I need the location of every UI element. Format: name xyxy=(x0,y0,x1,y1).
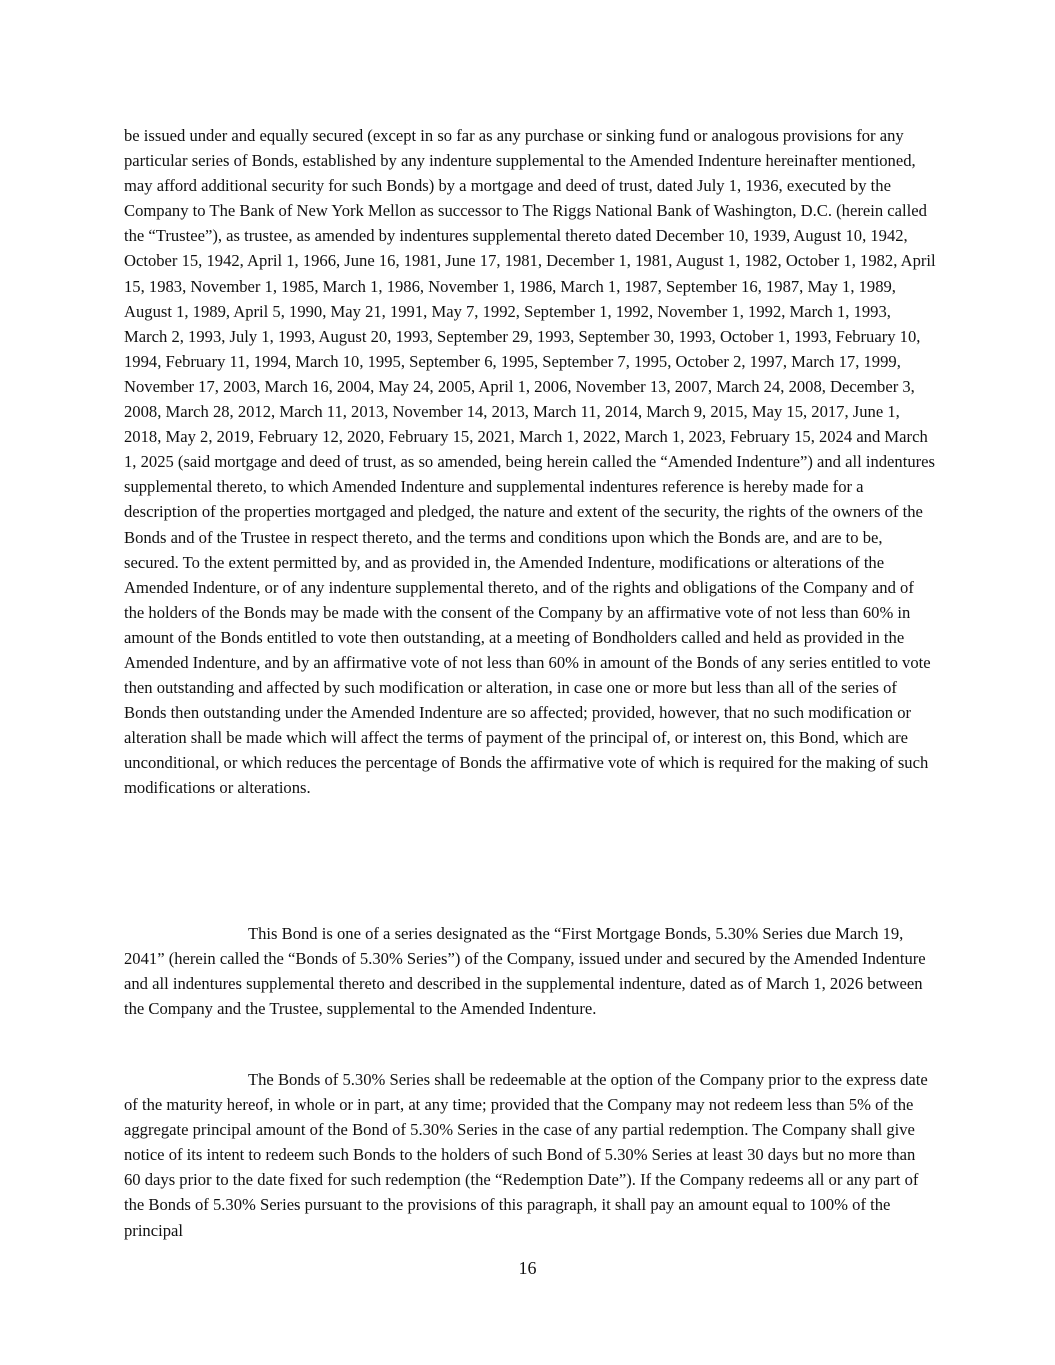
paragraph-bond-series: This Bond is one of a series designated as the “First Mortgage Bonds, 5.30% Series due March 19, 2041” (herein called the “Bonds of 5.30% Series”) of the Company, issued under and secured by the Amended Indenture and all indentures supplemental thereto and described in the supplemental indenture, dated as of March 1, 2026 between the Company and the Trustee, supplemental to the Amended Indenture. xyxy=(124,924,926,1019)
paragraph-redemption: The Bonds of 5.30% Series shall be redeemable at the option of the Company prior to the express date of the maturity hereof, in whole or in part, at any time; provided that the Company may not redeem less than 5% of the aggregate principal amount of the Bond of 5.30% Series in the case of any partial redemption. The Company shall give notice of its intent to redeem such Bonds to the holders of such Bond of 5.30% Series at least 30 days but no more than 60 days prior to the date fixed for such redemption (the “Redemption Date”). If the Company redeems all or any part of the Bonds of 5.30% Series pursuant to the provisions of this paragraph, it shall pay an amount equal to 100% of the principal xyxy=(124,1070,928,1240)
paragraph-indenture-description: be issued under and equally secured (except in so far as any purchase or sinking fund or analogous provisions for any particular series of Bonds, established by any indenture supplemental to the Amended Indenture hereinafter mentioned, may afford additional security for such Bonds) by a mortgage and deed of trust, dated July 1, 1936, executed by the Company to The Bank of New York Mellon as successor to The Riggs National Bank of Washington, D.C. (herein called the “Trustee”), as trustee, as amended by indentures supplemental thereto dated December 10, 1939, August 10, 1942, October 15, 1942, April 1, 1966, June 16, 1981, June 17, 1981, December 1, 1981, August 1, 1982, October 1, 1982, April 15, 1983, November 1, 1985, March 1, 1986, November 1, 1986, March 1, 1987, September 16, 1987, May 1, 1989, August 1, 1989, April 5, 1990, May 21, 1991, May 7, 1992, September 1, 1992, November 1, 1992, March 1, 1993, March 2, 1993, July 1, 1993, August 20, 1993, September 29, 1993, September 30, 1993, October 1, 1993, February 10, 1994, February 11, 1994, March 10, 1995, September 6, 1995, September 7, 1995, October 2, 1997, March 17, 1999, November 17, 2003, March 16, 2004, May 24, 2005, April 1, 2006, November 13, 2007, March 24, 2008, December 3, 2008, March 28, 2012, March 11, 2013, November 14, 2013, March 11, 2014, March 9, 2015, May 15, 2017, June 1, 2018, May 2, 2019, February 12, 2020, February 15, 2021, March 1, 2022, March 1, 2023, February 15, 2024 and March 1, 2025 (said mortgage and deed of trust, as so amended, being herein called the “Amended Indenture”) and all indentures supplemental thereto, to which Amended Indenture and supplemental indentures reference is hereby made for a description of the properties mortgaged and pledged, the nature and extent of the security, the rights of the owners of the Bonds and of the Trustee in respect thereto, and the terms and conditions upon which the Bonds are, and are to be, secured. To the extent permitted by, and as provided in, the Amended Indenture, modifications or alterations of the Amended Indenture, or of any indenture supplemental thereto, and of the rights and obligations of the Company and of the holders of the Bonds may be made with the consent of the Company by an affirmative vote of not less than 60% in amount of the Bonds entitled to vote then outstanding, at a meeting of Bondholders called and held as provided in the Amended Indenture, and by an affirmative vote of not less than 60% in amount of the Bonds of any series entitled to vote then outstanding and affected by such modification or alteration, in case one or more but less than all of the series of Bonds then outstanding under the Amended Indenture are so affected; provided, however, that no such modification or alteration shall be made which will affect the terms of payment of the principal of, or interest on, this Bond, which are unconditional, or which reduces the percentage of Bonds the affirmative vote of which is required for the making of such modifications or alterations. xyxy=(124,126,936,798)
page-number: 16 xyxy=(518,1258,537,1278)
